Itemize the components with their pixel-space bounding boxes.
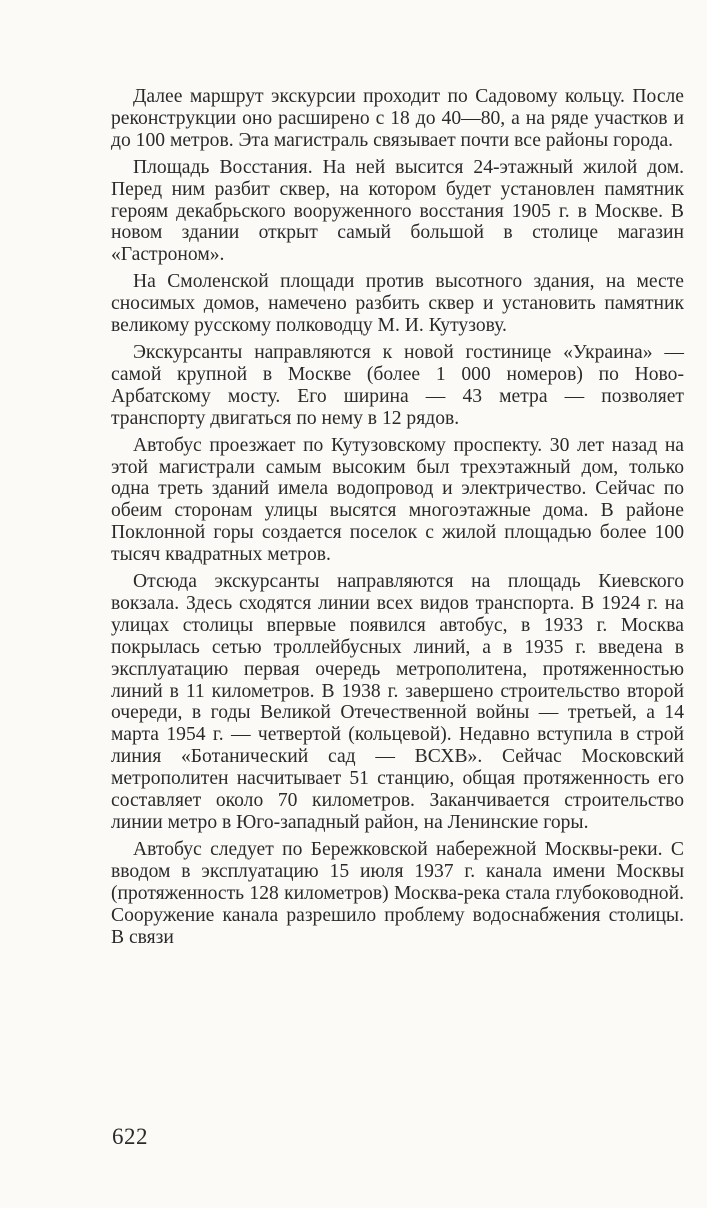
paragraph-kievsky-station: Отсюда экскурсанты направляются на площадь Киевского вокзала. Здесь сходятся линии всех видов транспорта. В 1924 г. на улицах столицы впервые появился автобус, в 1933 г. Москва покрылась сетью троллейбусных линий, а в 1935 г. введена в эксплуатацию первая очередь метрополитена, протяженностью линий в 11 километров. В 1938 г. завершено строительство второй очереди, в годы Великой Отечественной войны — третьей, а 14 марта 1954 г. — четвертой (кольцевой). Недавно вступила в строй линия «Ботанический сад — ВСХВ». Сейчас Московский метрополитен насчитывает 51 станцию, общая протяженность его составляет около 70 километров. Заканчивается строительство линии метро в Юго-западный район, на Ленинские горы. — [111, 571, 684, 833]
body-text — [111, 86, 684, 953]
paragraph-hotel-ukraina: Экскурсанты направляются к новой гостинице «Украина» — самой крупной в Москве (более 1 000 номеров) по Ново-Арбатскому мосту. Его ширина — 43 метра — позволяет транспорту двигаться по нему в 12 рядов. — [111, 341, 684, 429]
paragraph-vosstaniya-square: Площадь Восстания. На ней высится 24-этажный жилой дом. Перед ним разбит сквер, на котором будет установлен памятник героям декабрьского вооруженного восстания 1905 г. в Москве. В новом здании открыт самый большой в столице магазин «Гастроном». — [111, 156, 684, 266]
paragraph-berezhkovskaya-embankment: Автобус следует по Бережковской набережной Москвы-реки. С вводом в эксплуатацию 15 июля 1937 г. канала имени Москвы (протяженность 128 километров) Москва-река стала глубоководной. Сооружение канала разрешило проблему водоснабжения столицы. В связи — [111, 838, 684, 948]
paragraph-sadovoe-ring: Далее маршрут экскурсии проходит по Садовому кольцу. После реконструкции оно расширено с 18 до 40—80, а на ряде участков и до 100 метров. Эта магистраль связывает почти все районы города. — [111, 86, 684, 151]
paragraph-kutuzovsky-prospect: Автобус проезжает по Кутузовскому проспекту. 30 лет назад на этой магистрали самым высоким был трехэтажный дом, только одна треть зданий имела водопровод и электричество. Сейчас по обеим сторонам улицы высятся многоэтажные дома. В районе Поклонной горы создается поселок с жилой площадью более 100 тысяч квадратных метров. — [111, 434, 684, 566]
paragraph-smolenskaya-square: На Смоленской площади против высотного здания, на месте сносимых домов, намечено разбить сквер и установить памятник великому русскому полководцу М. И. Кутузову. — [111, 271, 684, 337]
page-number: 622 — [112, 1124, 148, 1149]
